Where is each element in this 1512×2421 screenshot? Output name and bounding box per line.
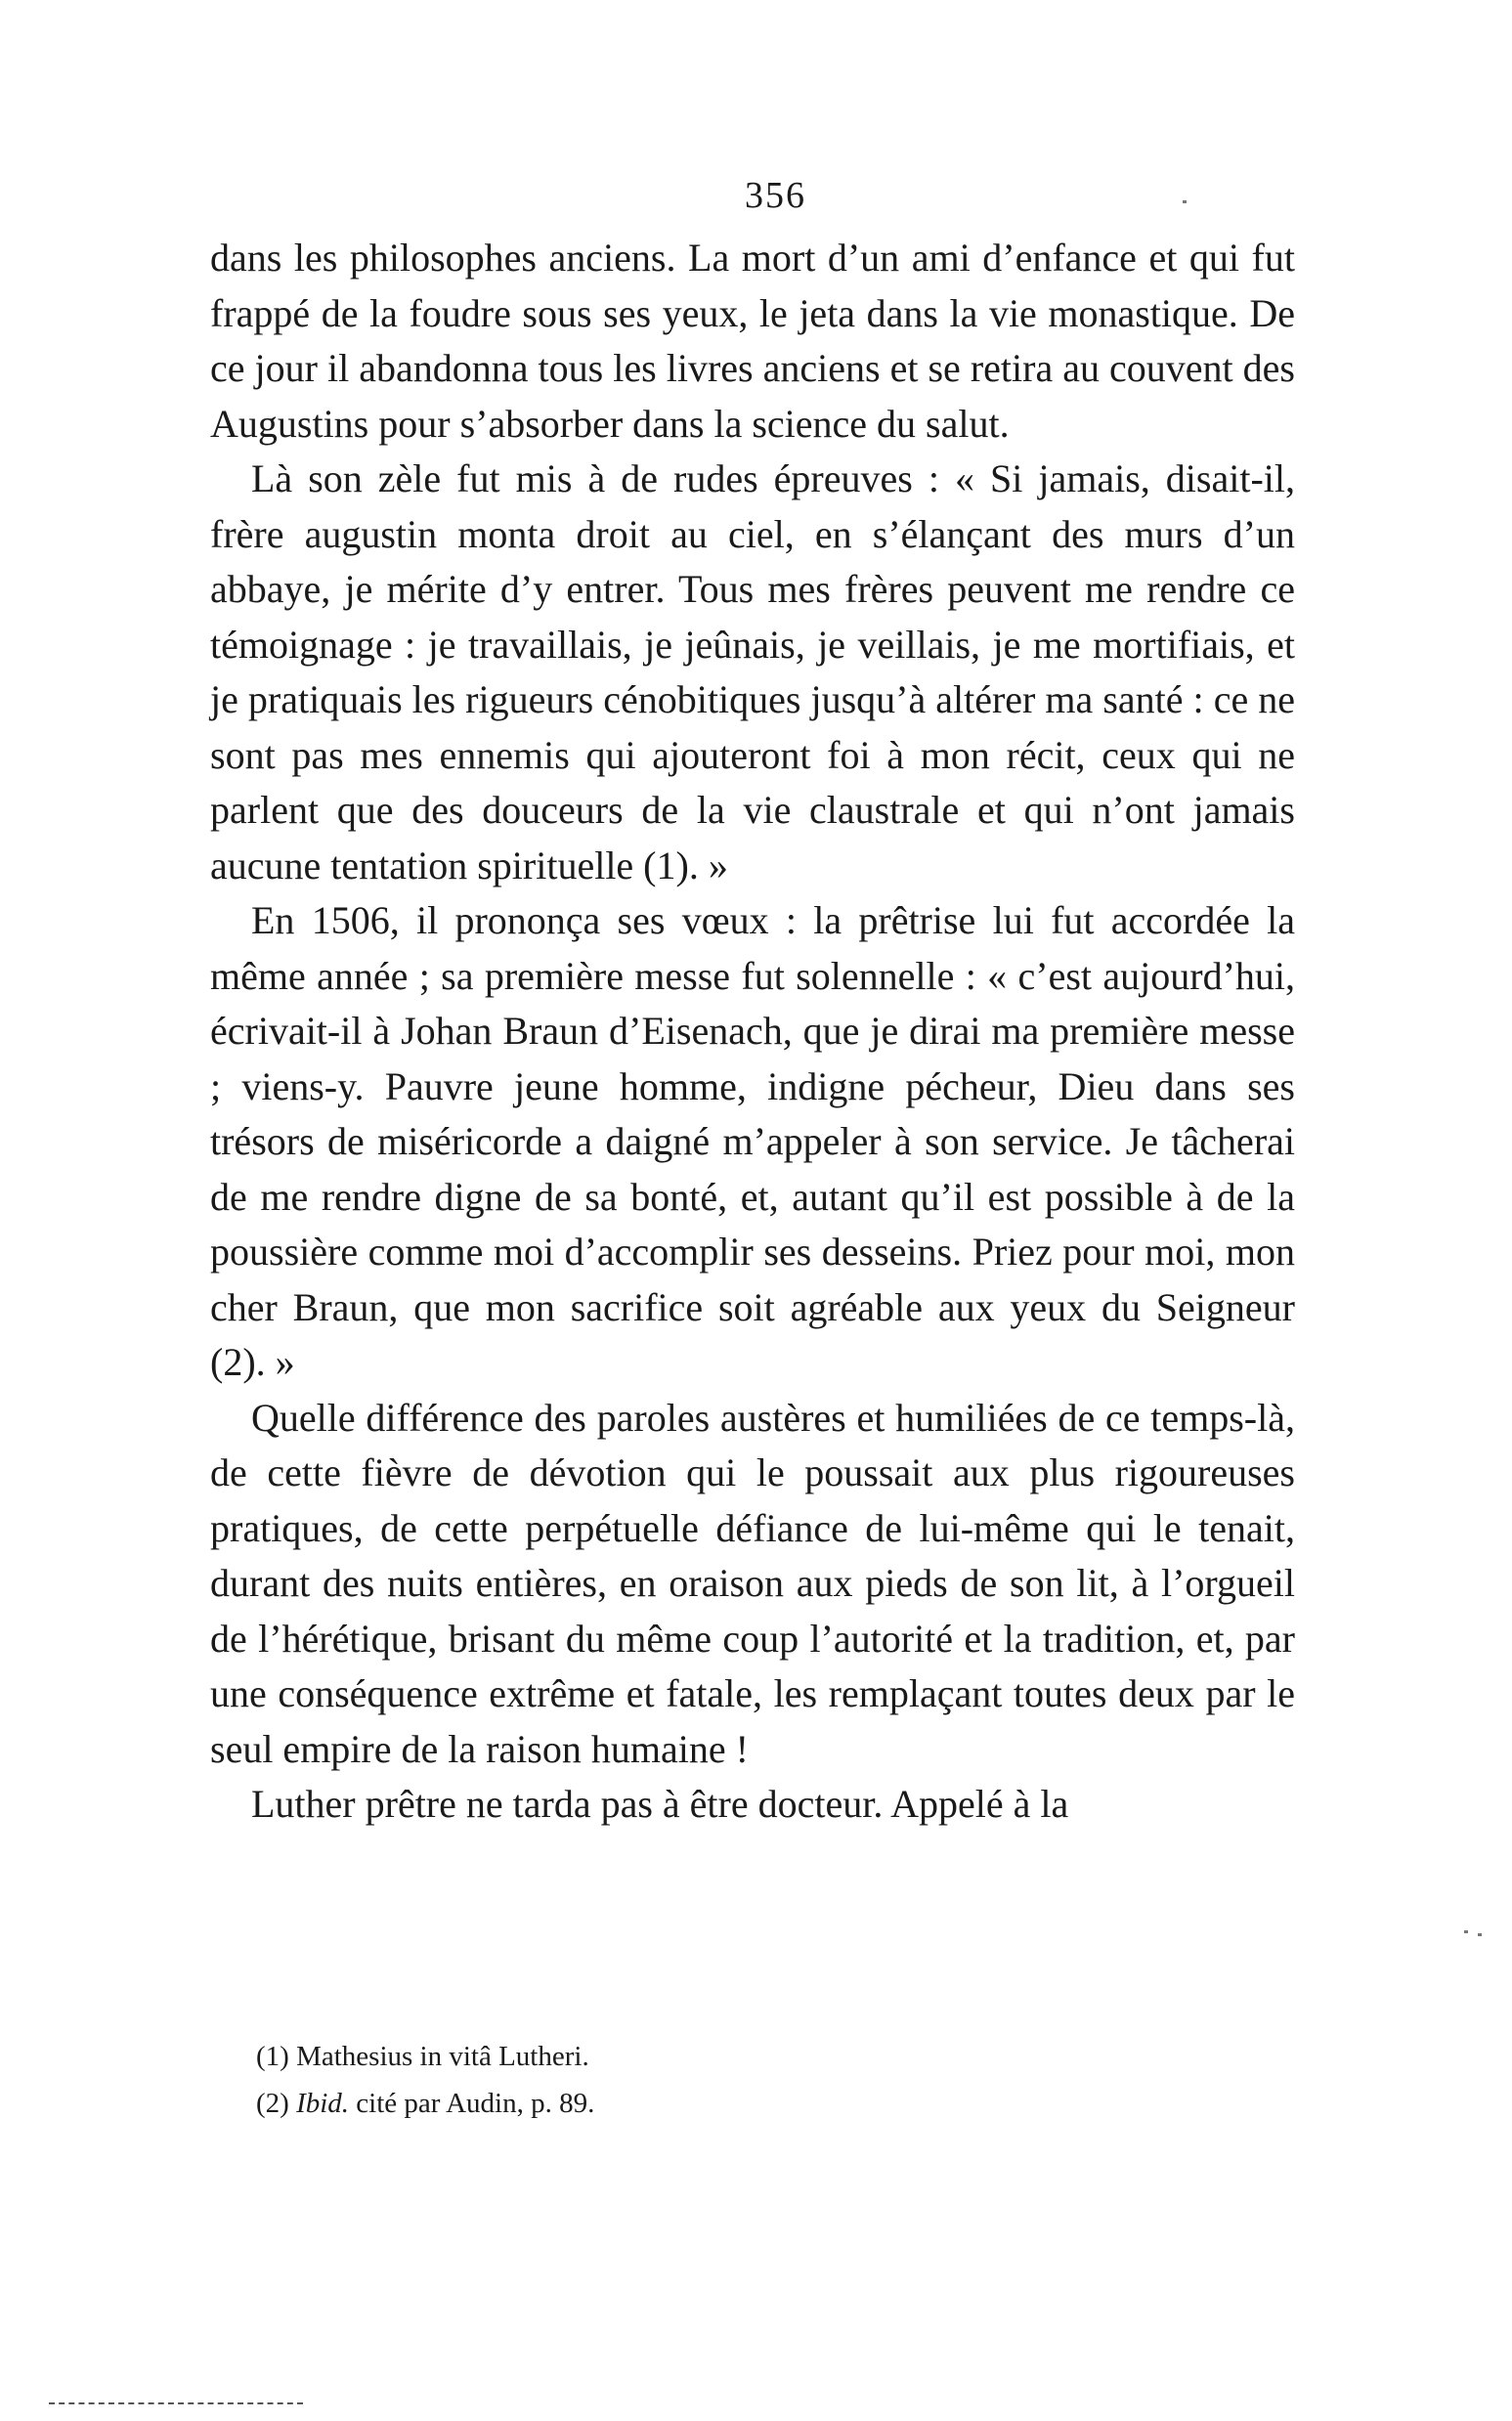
footnote-text: cité par Audin, p. 89. — [349, 2088, 595, 2119]
footnote — [256, 2080, 1136, 2127]
scan-mark — [1183, 200, 1187, 203]
footnote-mark: (1) — [256, 2041, 289, 2072]
scan-mark — [1464, 1930, 1468, 1933]
paragraph: Luther prêtre ne tarda pas à être docteur. Appelé à la — [251, 1782, 1069, 1826]
body-text — [210, 231, 1295, 1833]
footnote-italic: Ibid. — [296, 2088, 350, 2119]
footnotes — [256, 2033, 1136, 2127]
scan-edge-rule — [49, 2402, 303, 2404]
paragraph: Quelle différence des paroles austères et humiliées de ce temps-là, de cette fièvre de dévotion qui le poussait aux plus rigoureuses pratiques, de cette perpétuelle défiance de lui-même qui le tenait, durant des nuits entières, en oraison aux pieds de son lit, à l’orgueil de l’hérétique, brisant du même coup l’autorité et la tradition, et, par une conséquence extrême et fatale, les remplaçant toutes deux par le seul empire de la raison humaine ! — [210, 1395, 1295, 1771]
scan-mark — [1478, 1933, 1482, 1936]
paragraph: En 1506, il prononça ses vœux : la prêtrise lui fut accordée la même année ; sa première messe fut solennelle : « c’est aujourd’hui, écrivait-il à Johan Braun d’Eisenach, que je dirai ma première messe ; viens-y. Pauvre jeune homme, indigne pécheur, Dieu dans ses trésors de miséricorde a daigné m’appeler à son service. Je tâcherai de me rendre digne de sa bonté, et, autant qu’il est possible à de la poussière comme moi d’accomplir ses desseins. Priez pour moi, mon cher Braun, que mon sacrifice soit agréable aux yeux du Seigneur (2). » — [210, 898, 1295, 1384]
page-number: 356 — [745, 175, 806, 216]
footnote-mark: (2) — [256, 2088, 289, 2119]
paragraph: dans les philosophes anciens. La mort d’un ami d’enfance et qui fut frappé de la foudre sous ses yeux, le jeta dans la vie monastique. De ce jour il abandonna tous les livres anciens et se retira au couvent des Augustins pour s’absorber dans la science du salut. — [210, 236, 1295, 446]
footnote-text: Mathesius in vitâ Lutheri. — [296, 2041, 589, 2072]
footnote — [256, 2033, 1136, 2080]
paragraph: Là son zèle fut mis à de rudes épreuves : « Si jamais, disait-il, frère augustin monta droit au ciel, en s’élançant des murs d’un abbaye, je mérite d’y entrer. Tous mes frères peuvent me rendre ce témoignage : je travaillais, je jeûnais, je veillais, je me mortifiais, et je pratiquais les rigueurs cénobitiques jusqu’à altérer ma santé : ce ne sont pas mes ennemis qui ajouteront foi à mon récit, ceux qui ne parlent que des douceurs de la vie claustrale et qui n’ont jamais aucune tentation spirituelle (1). » — [210, 456, 1295, 887]
